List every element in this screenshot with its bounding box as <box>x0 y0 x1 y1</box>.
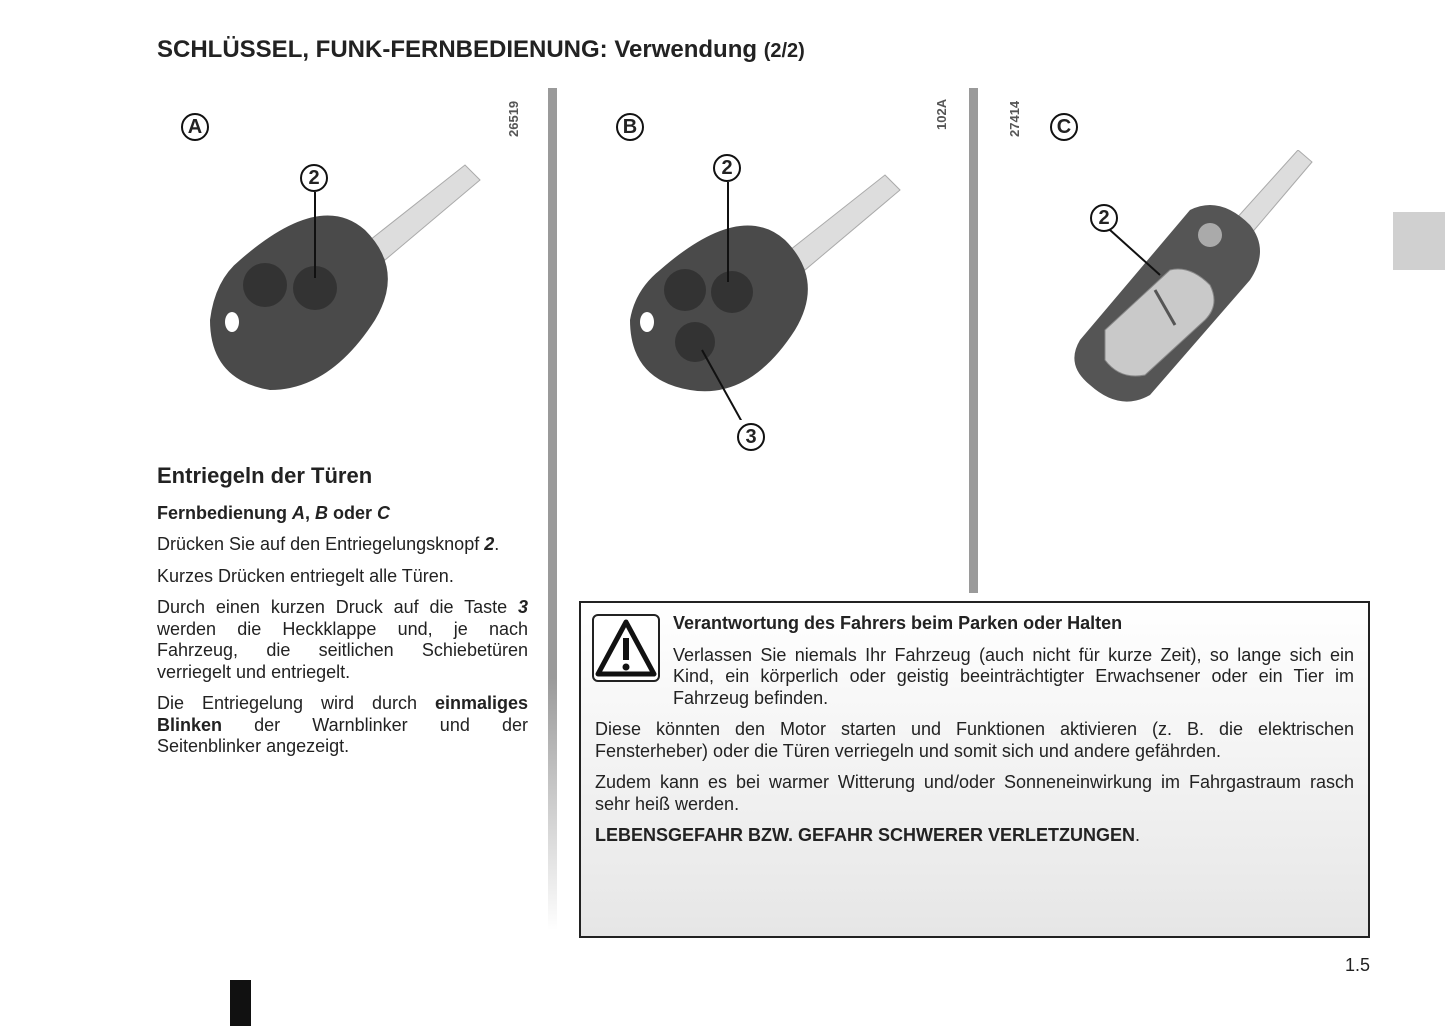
warning-emphasis: LEBENSGEFAHR BZW. GEFAHR SCHWERER VERLETZUNGEN. <box>595 825 1141 845</box>
figure-code: 26519 <box>506 100 521 137</box>
chapter-tab <box>1393 212 1445 270</box>
column-divider <box>969 88 978 593</box>
column-divider <box>548 88 557 930</box>
figure-label-a: A <box>181 113 209 141</box>
figure-label-b: B <box>616 113 644 141</box>
warning-title: Verantwortung des Fahrers beim Parken oder Halten <box>673 613 1123 633</box>
paragraph: Durch einen kurzen Druck auf die Taste 3 werden die Heckklappe und, je nach Fahrzeug, die seitlichen Schiebetüren verriegelt und entriegelt. <box>157 597 528 682</box>
paragraph: Drücken Sie auf den Entriegelungsknopf 2. <box>157 534 500 554</box>
callout-2: 2 <box>713 154 741 182</box>
paragraph: Kurzes Drücken entriegelt alle Türen. <box>157 565 454 586</box>
unlock-section <box>157 465 528 768</box>
warning-triangle-icon <box>592 614 660 682</box>
page-title: SCHLÜSSEL, FUNK-FERNBEDIENUNG: Verwendung (2/2) <box>157 36 805 63</box>
key-remote-b-illustration <box>610 160 910 420</box>
callout-3: 3 <box>737 423 765 451</box>
warning-paragraph: Zudem kann es bei warmer Witterung und/oder Sonneneinwirkung im Fahrgastraum rasch sehr heiß werden. <box>595 772 1354 814</box>
section-heading: Entriegeln der Türen <box>157 463 373 488</box>
subheading: Fernbedienung A, B oder C <box>157 502 391 523</box>
callout-2: 2 <box>300 164 328 192</box>
key-remote-a-illustration <box>190 150 490 400</box>
callout-2: 2 <box>1090 204 1118 232</box>
page-number: 1.5 <box>1345 955 1371 975</box>
warning-paragraph: Verlassen Sie niemals Ihr Fahrzeug (auch nicht für kurze Zeit), so lange sich ein Kind, ein körperlich oder geistig beeinträchtigter Erwachsener oder ein Tier im Fahrzeug befinden. <box>673 644 1354 708</box>
page-marker <box>230 980 251 1026</box>
warning-paragraph: Diese könnten den Motor starten und Funktionen aktivieren (z. B. die elektrischen Fensterheber) oder die Türen verriegeln und somit sich und andere gefährden. <box>595 719 1354 761</box>
figure-code: 27414 <box>1007 100 1022 137</box>
warning-box <box>579 601 1370 938</box>
key-remote-c-illustration <box>1060 150 1320 410</box>
figure-label-c: C <box>1050 113 1078 141</box>
paragraph: Die Entriegelung wird durch einmaliges Blinken der Warnblinker und der Seitenblinker angezeigt. <box>157 693 528 756</box>
figure-code: 102A <box>934 98 949 130</box>
